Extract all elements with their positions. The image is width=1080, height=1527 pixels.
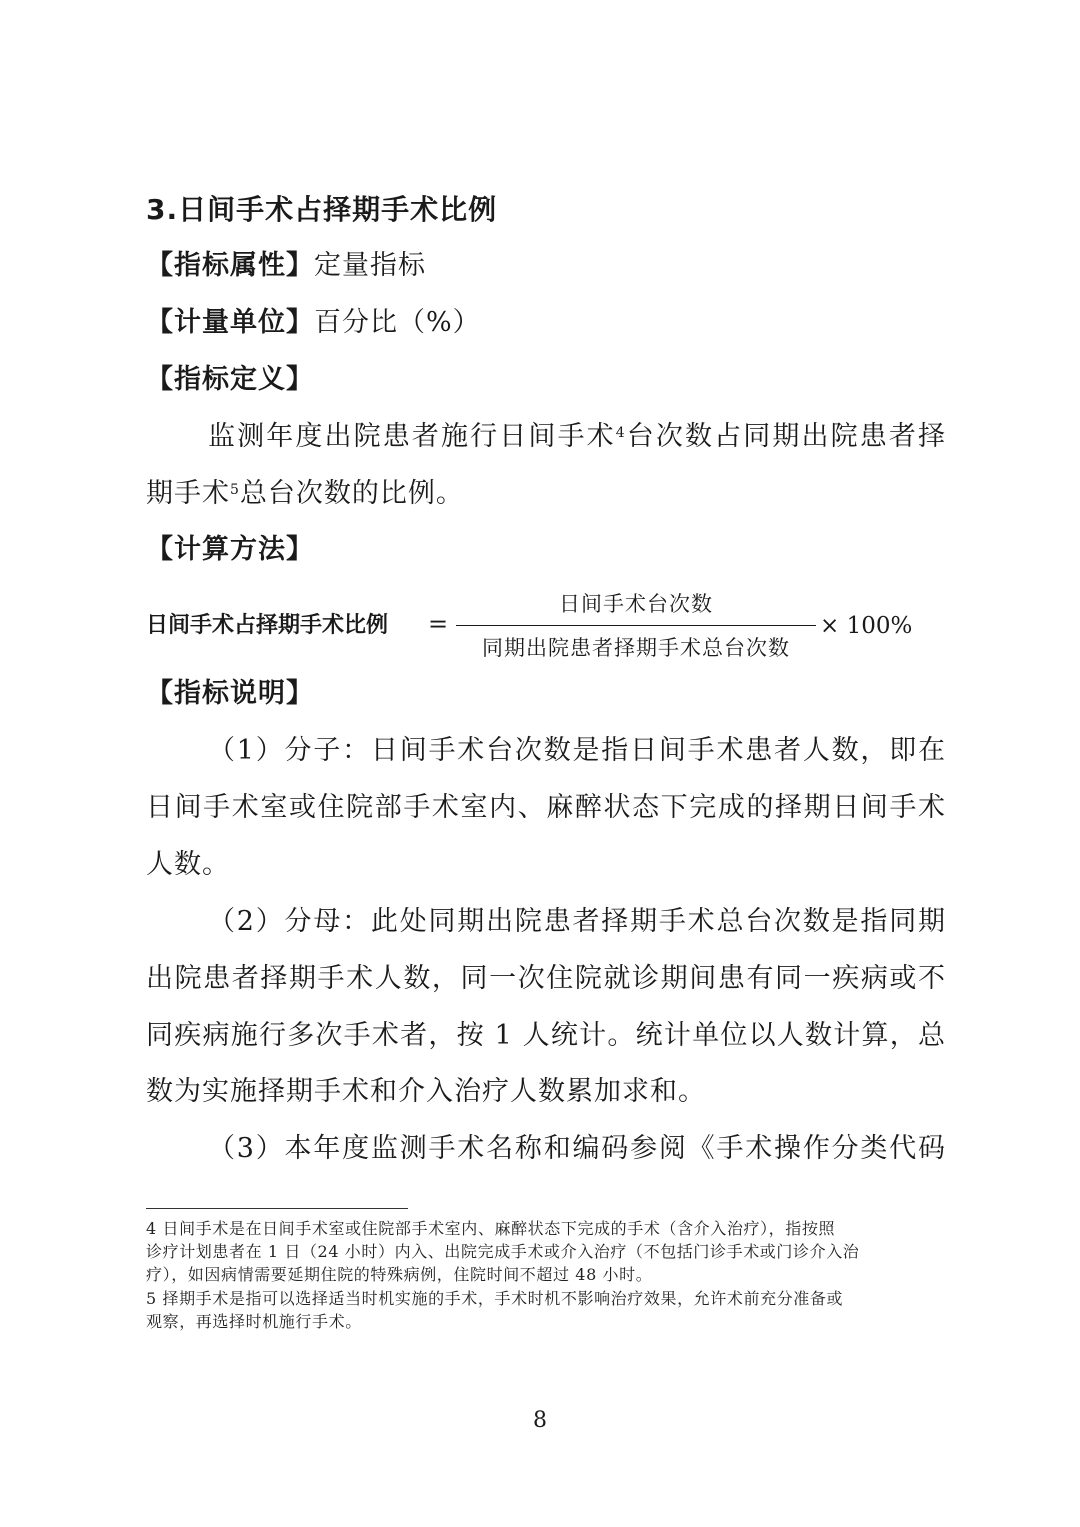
method-label-row <box>146 530 946 570</box>
explanation-item-1-line-1: （1）分子：日间手术台次数是指日间手术患者人数，即在 <box>208 735 946 766</box>
footnote-5-line-1: 5 择期手术是指可以选择适当时机实施的手术，手术时机不影响治疗效果，允许术前充分准备或 <box>146 1289 844 1308</box>
footnote-ref-4[interactable]: 4 <box>615 425 626 441</box>
definition-text: 监测年度出院患者施行日间手术 <box>208 421 616 452</box>
formula-fraction <box>456 588 816 668</box>
footnote-4-line-2: 诊疗计划患者在 1 日（24 小时）内入、出院完成手术或介入治疗（不包括门诊手术或门诊介入治 <box>146 1242 860 1261</box>
footnote-4-line-1: 4 日间手术是在日间手术室或住院部手术室内、麻醉状态下完成的手术（含介入治疗），指按照 <box>146 1219 836 1238</box>
footnote-4-line-3: 疗），如因病情需要延期住院的特殊病例，住院时间不超过 48 小时。 <box>146 1265 653 1284</box>
definition-text: 期手术 <box>146 478 230 509</box>
explanation-item-2-line-2: 出院患者择期手术人数，同一次住院就诊期间患有同一疾病或不 <box>146 963 946 994</box>
definition-label: 【指标定义】 <box>146 364 314 395</box>
method-label: 【计算方法】 <box>146 534 314 565</box>
explanation-item-1-line-3: 人数。 <box>146 849 230 880</box>
fraction-bar <box>456 625 816 626</box>
attribute-row <box>146 246 946 286</box>
explanation-item-2-line-4: 数为实施择期手术和介入治疗人数累加求和。 <box>146 1076 706 1107</box>
explanation-label-row <box>146 674 946 714</box>
unit-label: 【计量单位】 <box>146 307 314 338</box>
explanation-item-2-line-3: 同疾病施行多次手术者，按 1 人统计。统计单位以人数计算，总 <box>146 1020 946 1051</box>
explanation-label: 【指标说明】 <box>146 678 314 709</box>
attribute-value: 定量指标 <box>314 250 426 281</box>
footnote-divider <box>146 1208 408 1209</box>
formula <box>146 588 946 668</box>
definition-line-2 <box>146 474 946 514</box>
page-number: 8 <box>533 1408 547 1433</box>
definition-line-1 <box>146 417 946 457</box>
formula-denominator: 同期出院患者择期手术总台次数 <box>482 636 790 660</box>
explanation-item-3-line-1: （3）本年度监测手术名称和编码参阅《手术操作分类代码 <box>208 1133 946 1164</box>
explanation-item-1-line-2: 日间手术室或住院部手术室内、麻醉状态下完成的择期日间手术 <box>146 792 946 823</box>
definition-label-row <box>146 360 946 400</box>
formula-numerator: 日间手术台次数 <box>559 592 713 616</box>
footnote-ref-5[interactable]: 5 <box>230 482 240 498</box>
definition-text: 总台次数的比例。 <box>239 478 464 509</box>
formula-equals: = <box>428 610 449 638</box>
formula-lhs: 日间手术占择期手术比例 <box>146 613 389 638</box>
explanation-item-2-line-1: （2）分母：此处同期出院患者择期手术总台次数是指同期 <box>208 906 946 937</box>
footnote-5-line-2: 观察，再选择时机施行手术。 <box>146 1312 362 1331</box>
section-title: 3.日间手术占择期手术比例 <box>146 193 498 226</box>
definition-text: 台次数占同期出院患者择 <box>625 421 947 452</box>
unit-value: 百分比（%） <box>314 307 481 338</box>
formula-multiplier: × 100% <box>820 613 913 639</box>
attribute-label: 【指标属性】 <box>146 250 314 281</box>
unit-row <box>146 303 946 343</box>
